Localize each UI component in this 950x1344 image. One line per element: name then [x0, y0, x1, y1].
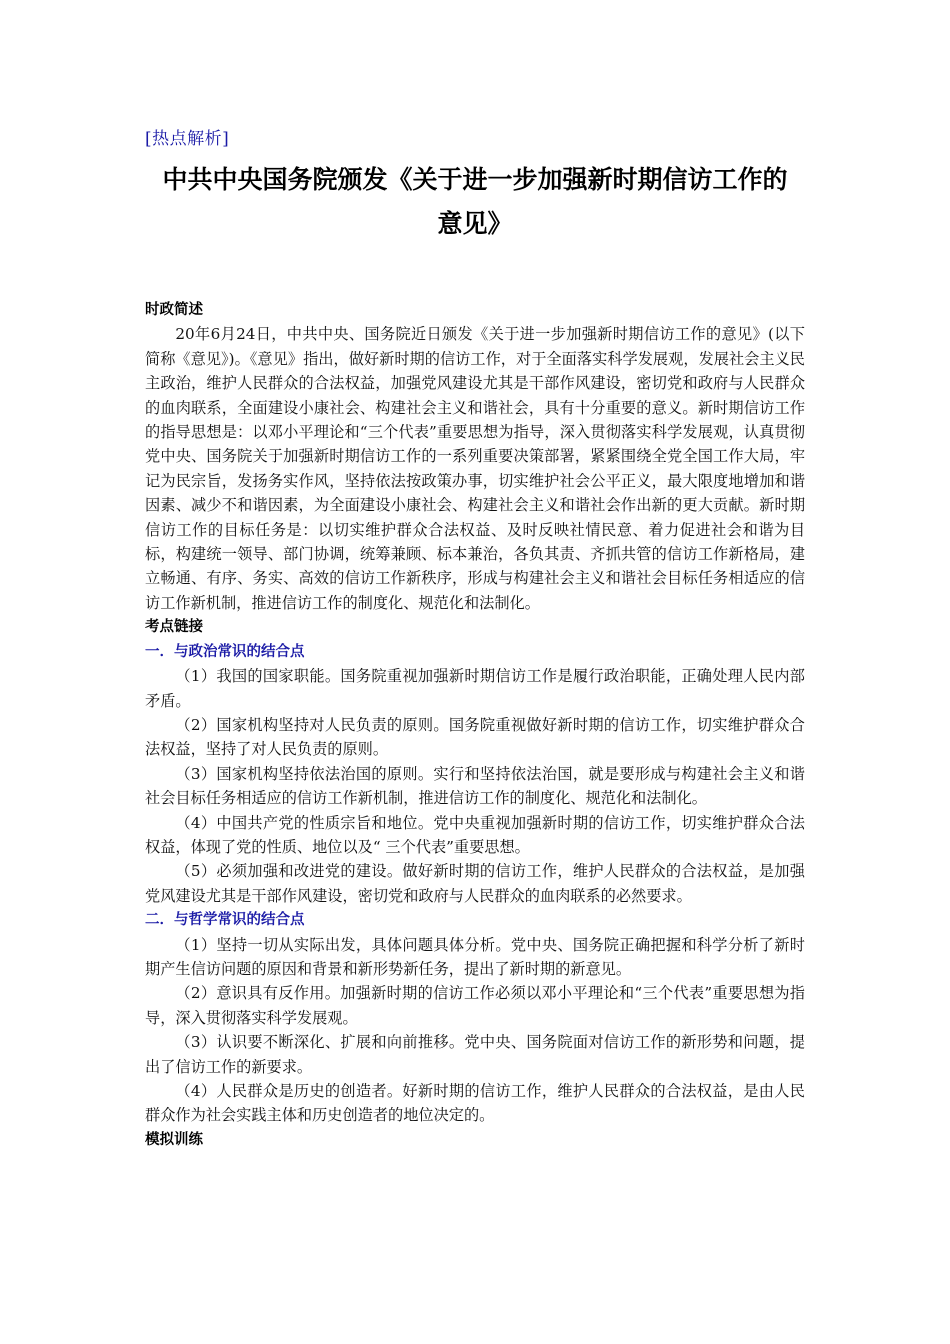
politics-item: （4）中国共产党的性质宗旨和地位。党中央重视加强新时期的信访工作，切实维护群众合法权益，体现了党的性质、地位以及“ 三个代表”重要思想。 [145, 813, 805, 856]
philosophy-item: （1）坚持一切从实际出发，具体问题具体分析。党中央、国务院正确把握和科学分析了新时期产生信访问题的原因和背景和新形势新任务，提出了新时期的新意见。 [145, 935, 805, 978]
politics-item: （5）必须加强和改进党的建设。做好新时期的信访工作，维护人民群众的合法权益，是加强党风建设尤其是干部作风建设，密切党和政府与人民群众的血肉联系的必然要求。 [145, 862, 805, 905]
document-body [145, 298, 805, 1152]
news-summary-paragraph: 20年6月24日，中共中央、国务院近日颁发《关于进一步加强新时期信访工作的意见》(以下简称《意见》)。《意见》指出，做好新时期的信访工作，对于全面落实科学发展观，发展社会主义民主政治，维护人民群众的合法权益，加强党风建设尤其是干部作风建设，密切党和政府与人民群众的血肉联系，全面建设小康社会、构建社会主义和谐社会，具有十分重要的意义。新时期信访工作的指导思想是：以邓小平理论和“三个代表”重要思想为指导，深入贯彻落实科学发展观，认真贯彻党中央、国务院关于加强新时期信访工作的一系列重要决策部署，紧紧围绕全党全国工作大局，牢记为民宗旨，发扬务实作风，坚持依法按政策办事，切实维护社会公平正义，最大限度地增加和谐因素、减少不和谐因素，为全面建设小康社会、构建社会主义和谐社会作出新的更大贡献。新时期信访工作的目标任务是：以切实维护群众合法权益、及时反映社情民意、着力促进社会和谐为目标，构建统一领导、部门协调，统筹兼顾、标本兼治，各负其责、齐抓共管的信访工作新格局，建立畅通、有序、务实、高效的信访工作新秩序，形成与构建社会主义和谐社会目标任务相适应的信访工作新机制，推进信访工作的制度化、规范化和法制化。 [145, 325, 805, 612]
politics-item: （3）国家机构坚持依法治国的原则。实行和坚持依法治国，就是要形成与构建社会主义和谐社会目标任务相适应的信访工作新机制，推进信访工作的制度化、规范化和法制化。 [145, 764, 805, 808]
philosophy-item: （3）认识要不断深化、扩展和向前推移。党中央、国务院面对信访工作的新形势和问题，提出了信访工作的新要求。 [145, 1033, 805, 1076]
hot-topic-tag: [热点解析] [145, 129, 230, 149]
philosophy-heading: 二．与哲学常识的结合点 [145, 912, 305, 929]
politics-heading: 一．与政治常识的结合点 [145, 643, 305, 660]
exam-links-heading: 考点链接 [145, 619, 203, 636]
title-line-1: 中共中央国务院颁发《关于进一步加强新时期信访工作的 [162, 165, 788, 194]
news-summary-heading: 时政简述 [145, 302, 203, 318]
document-title [100, 158, 850, 246]
practice-heading: 模拟训练 [145, 1131, 203, 1148]
philosophy-item: （2）意识具有反作用。加强新时期的信访工作必须以邓小平理论和“三个代表”重要思想为指导，深入贯彻落实科学发展观。 [145, 984, 805, 1027]
philosophy-item: （4）人民群众是历史的创造者。好新时期的信访工作，维护人民群众的合法权益，是由人民群众作为社会实践主体和历史创造者的地位决定的。 [145, 1082, 805, 1125]
title-line-2: 意见》 [437, 209, 513, 238]
politics-item: （1）我国的国家职能。国务院重视加强新时期信访工作是履行政治职能，正确处理人民内部矛盾。 [145, 667, 805, 710]
politics-item: （2）国家机构坚持对人民负责的原则。国务院重视做好新时期的信访工作，切实维护群众合法权益，坚持了对人民负责的原则。 [145, 715, 805, 759]
